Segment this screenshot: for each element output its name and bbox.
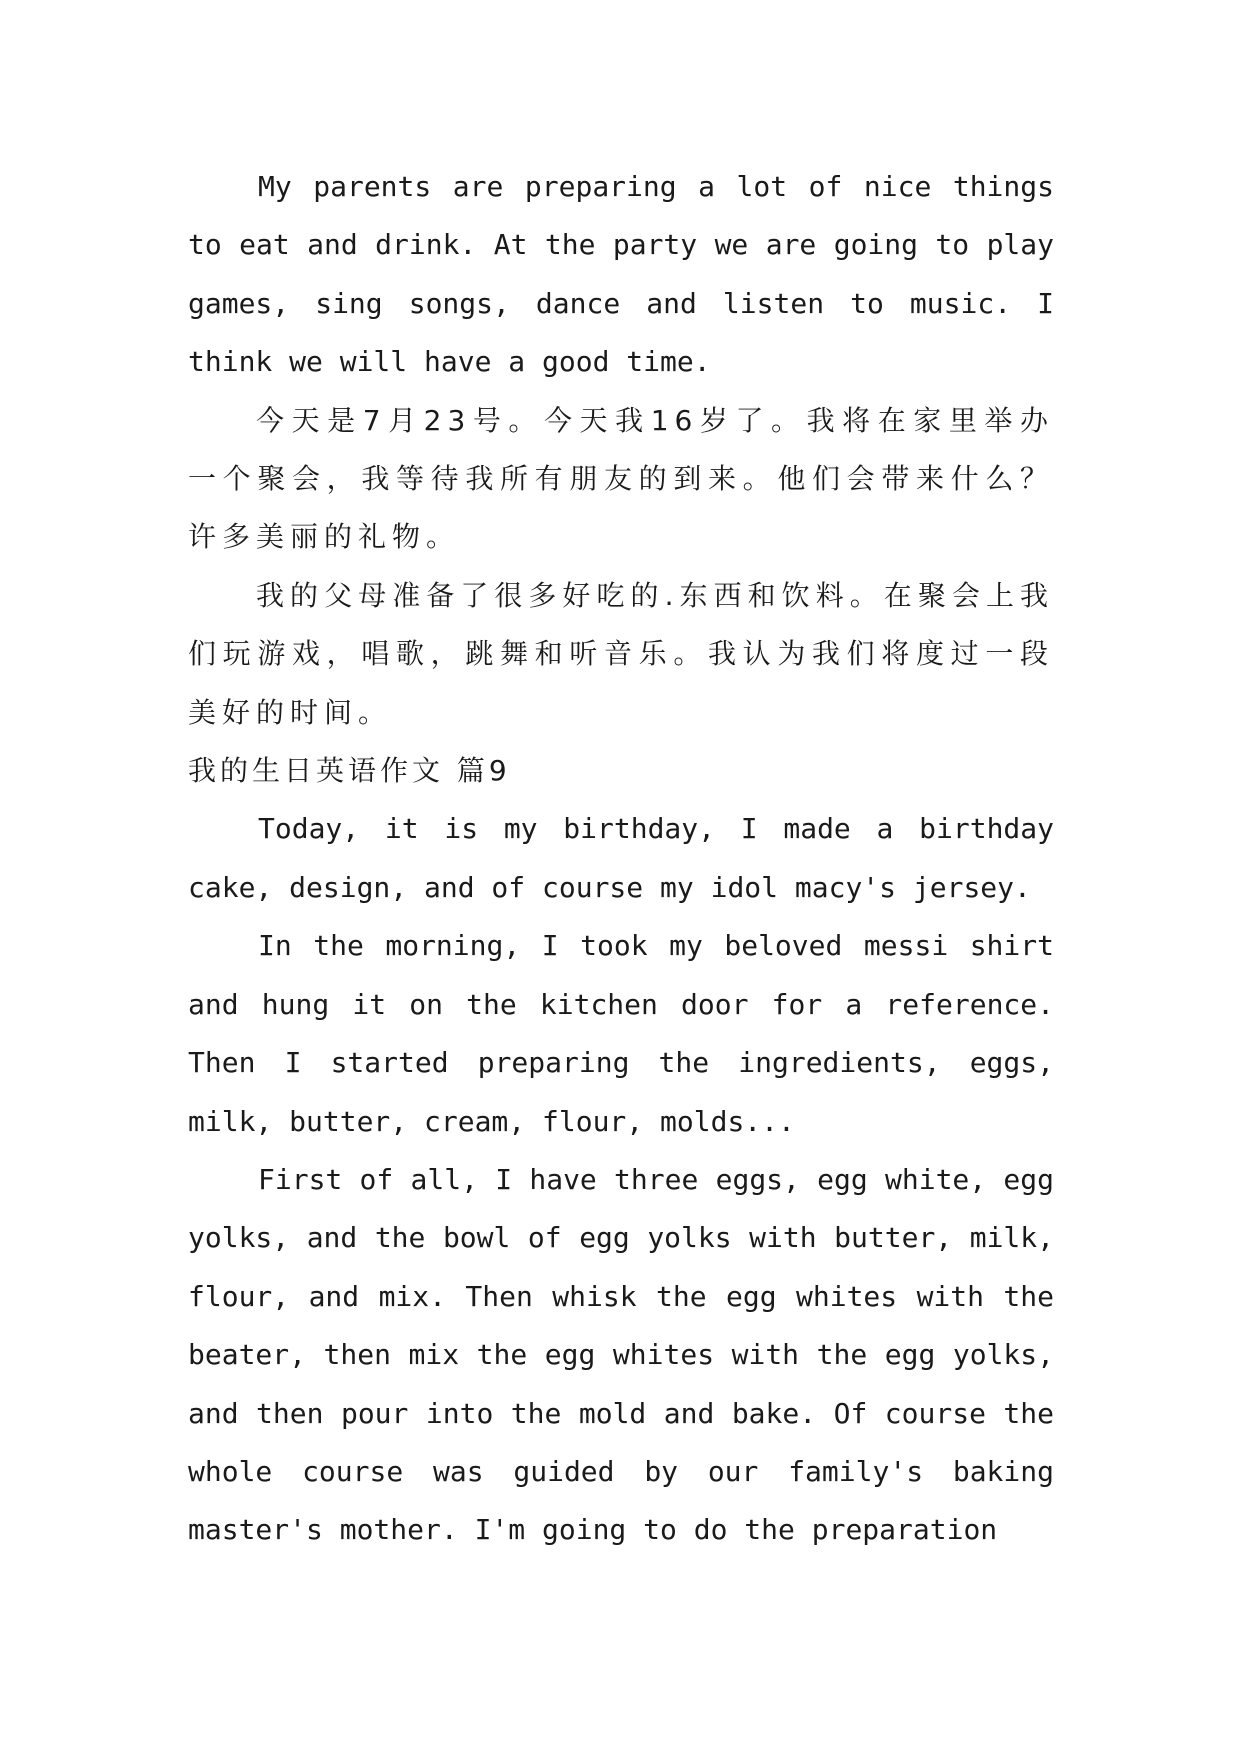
paragraph-cake-intro: Today, it is my birthday, I made a birthday cake, design, and of course my idol macy's jersey.: [188, 812, 1054, 904]
paragraph-party-plans: My parents are preparing a lot of nice things to eat and drink. At the party we are going to play games, sing songs, dance and listen to music. I think we will have a good time.: [188, 170, 1054, 379]
paragraph-birthday-cn: 今天是7月23号。今天我16岁了。我将在家里举办一个聚会，我等待我所有朋友的到来。他们会带来什么？许多美丽的礼物。: [188, 403, 1054, 554]
section-heading: 我的生日英语作文 篇9: [188, 754, 511, 788]
document-body: [188, 158, 1054, 1560]
paragraph-baking-steps: First of all, I have three eggs, egg white, egg yolks, and the bowl of egg yolks with butter, milk, flour, and mix. Then whisk the egg whites with the beater, then mix the egg whites with the egg yolks, and then pour into the mold and bake. Of course the whole course was guided by our family's baking master's mother. I'm going to do the preparation: [188, 1162, 1054, 1547]
paragraph-morning: In the morning, I took my beloved messi shirt and hung it on the kitchen door for a reference. Then I started preparing the ingredients, eggs, milk, butter, cream, flour, molds...: [188, 929, 1054, 1138]
paragraph-party-cn: 我的父母准备了很多好吃的.东西和饮料。在聚会上我们玩游戏，唱歌，跳舞和听音乐。我认为我们将度过一段美好的时间。: [188, 578, 1054, 729]
